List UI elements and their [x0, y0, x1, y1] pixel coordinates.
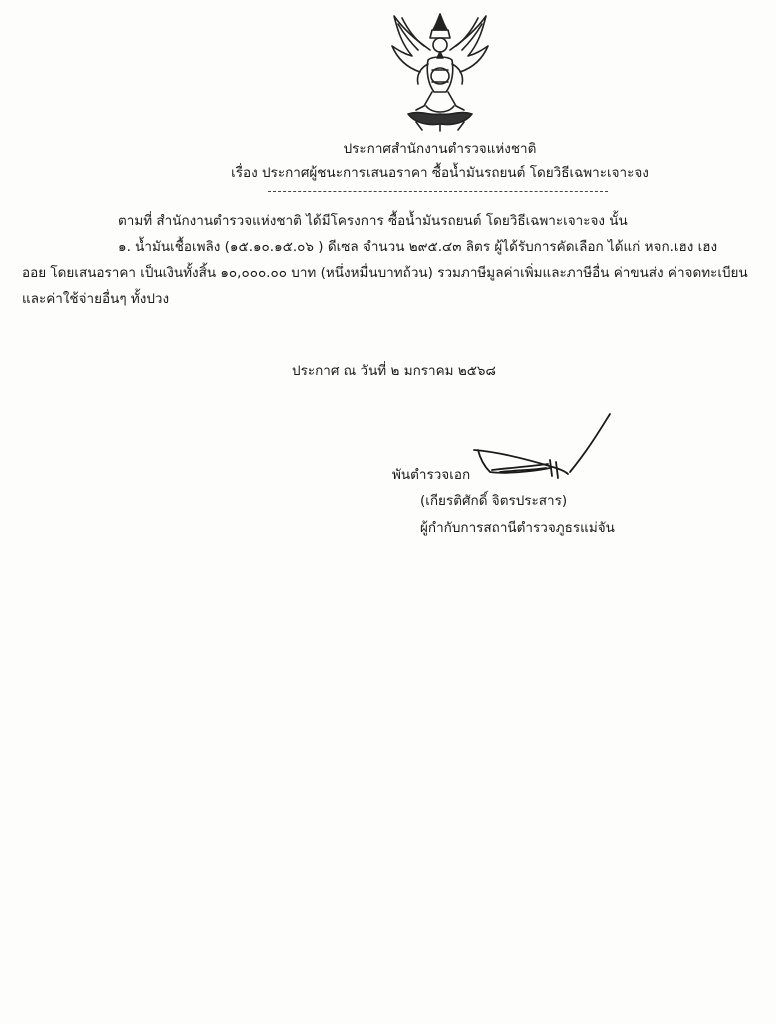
handwritten-signature-icon: [470, 410, 620, 490]
signer-name: (เกียรติศักดิ์ จิตรประสาร): [420, 493, 568, 509]
announcement-title: ประกาศสำนักงานตำรวจแห่งชาติ: [343, 141, 537, 157]
body-paragraph-1: ตามที่ สำนักงานตำรวจแห่งชาติ ได้มีโครงการ ซื้อน้ำมันรถยนต์ โดยวิธีเฉพาะเจาะจง นั้น: [118, 213, 628, 229]
body-paragraph-3: ออย โดยเสนอราคา เป็นเงินทั้งสิ้น ๑๐,๐๐๐.๐๐ บาท (หนึ่งหมื่นบาทถ้วน) รวมภาษีมูลค่าเพิ่มและภาษีอื่น ค่าขนส่ง ค่าจดทะเบียน: [22, 265, 748, 281]
divider: [268, 191, 608, 192]
signer-rank: พันตำรวจเอก: [392, 467, 471, 483]
announcement-date: ประกาศ ณ วันที่ ๒ มกราคม ๒๕๖๘: [292, 363, 496, 379]
signer-position: ผู้กำกับการสถานีตำรวจภูธรแม่จัน: [420, 520, 615, 536]
body-paragraph-4: และค่าใช้จ่ายอื่นๆ ทั้งปวง: [22, 291, 170, 307]
body-paragraph-2: ๑. น้ำมันเชื้อเพลิง (๑๕.๑๐.๑๕.๐๖ ) ดีเซล จำนวน ๒๙๕.๔๓ ลิตร ผู้ได้รับการคัดเลือก ได้แก่ หจก.เฮง เฮง: [118, 239, 718, 255]
garuda-emblem-icon: [386, 10, 494, 132]
announcement-subject: เรื่อง ประกาศผู้ชนะการเสนอราคา ซื้อน้ำมันรถยนต์ โดยวิธีเฉพาะเจาะจง: [231, 165, 649, 181]
